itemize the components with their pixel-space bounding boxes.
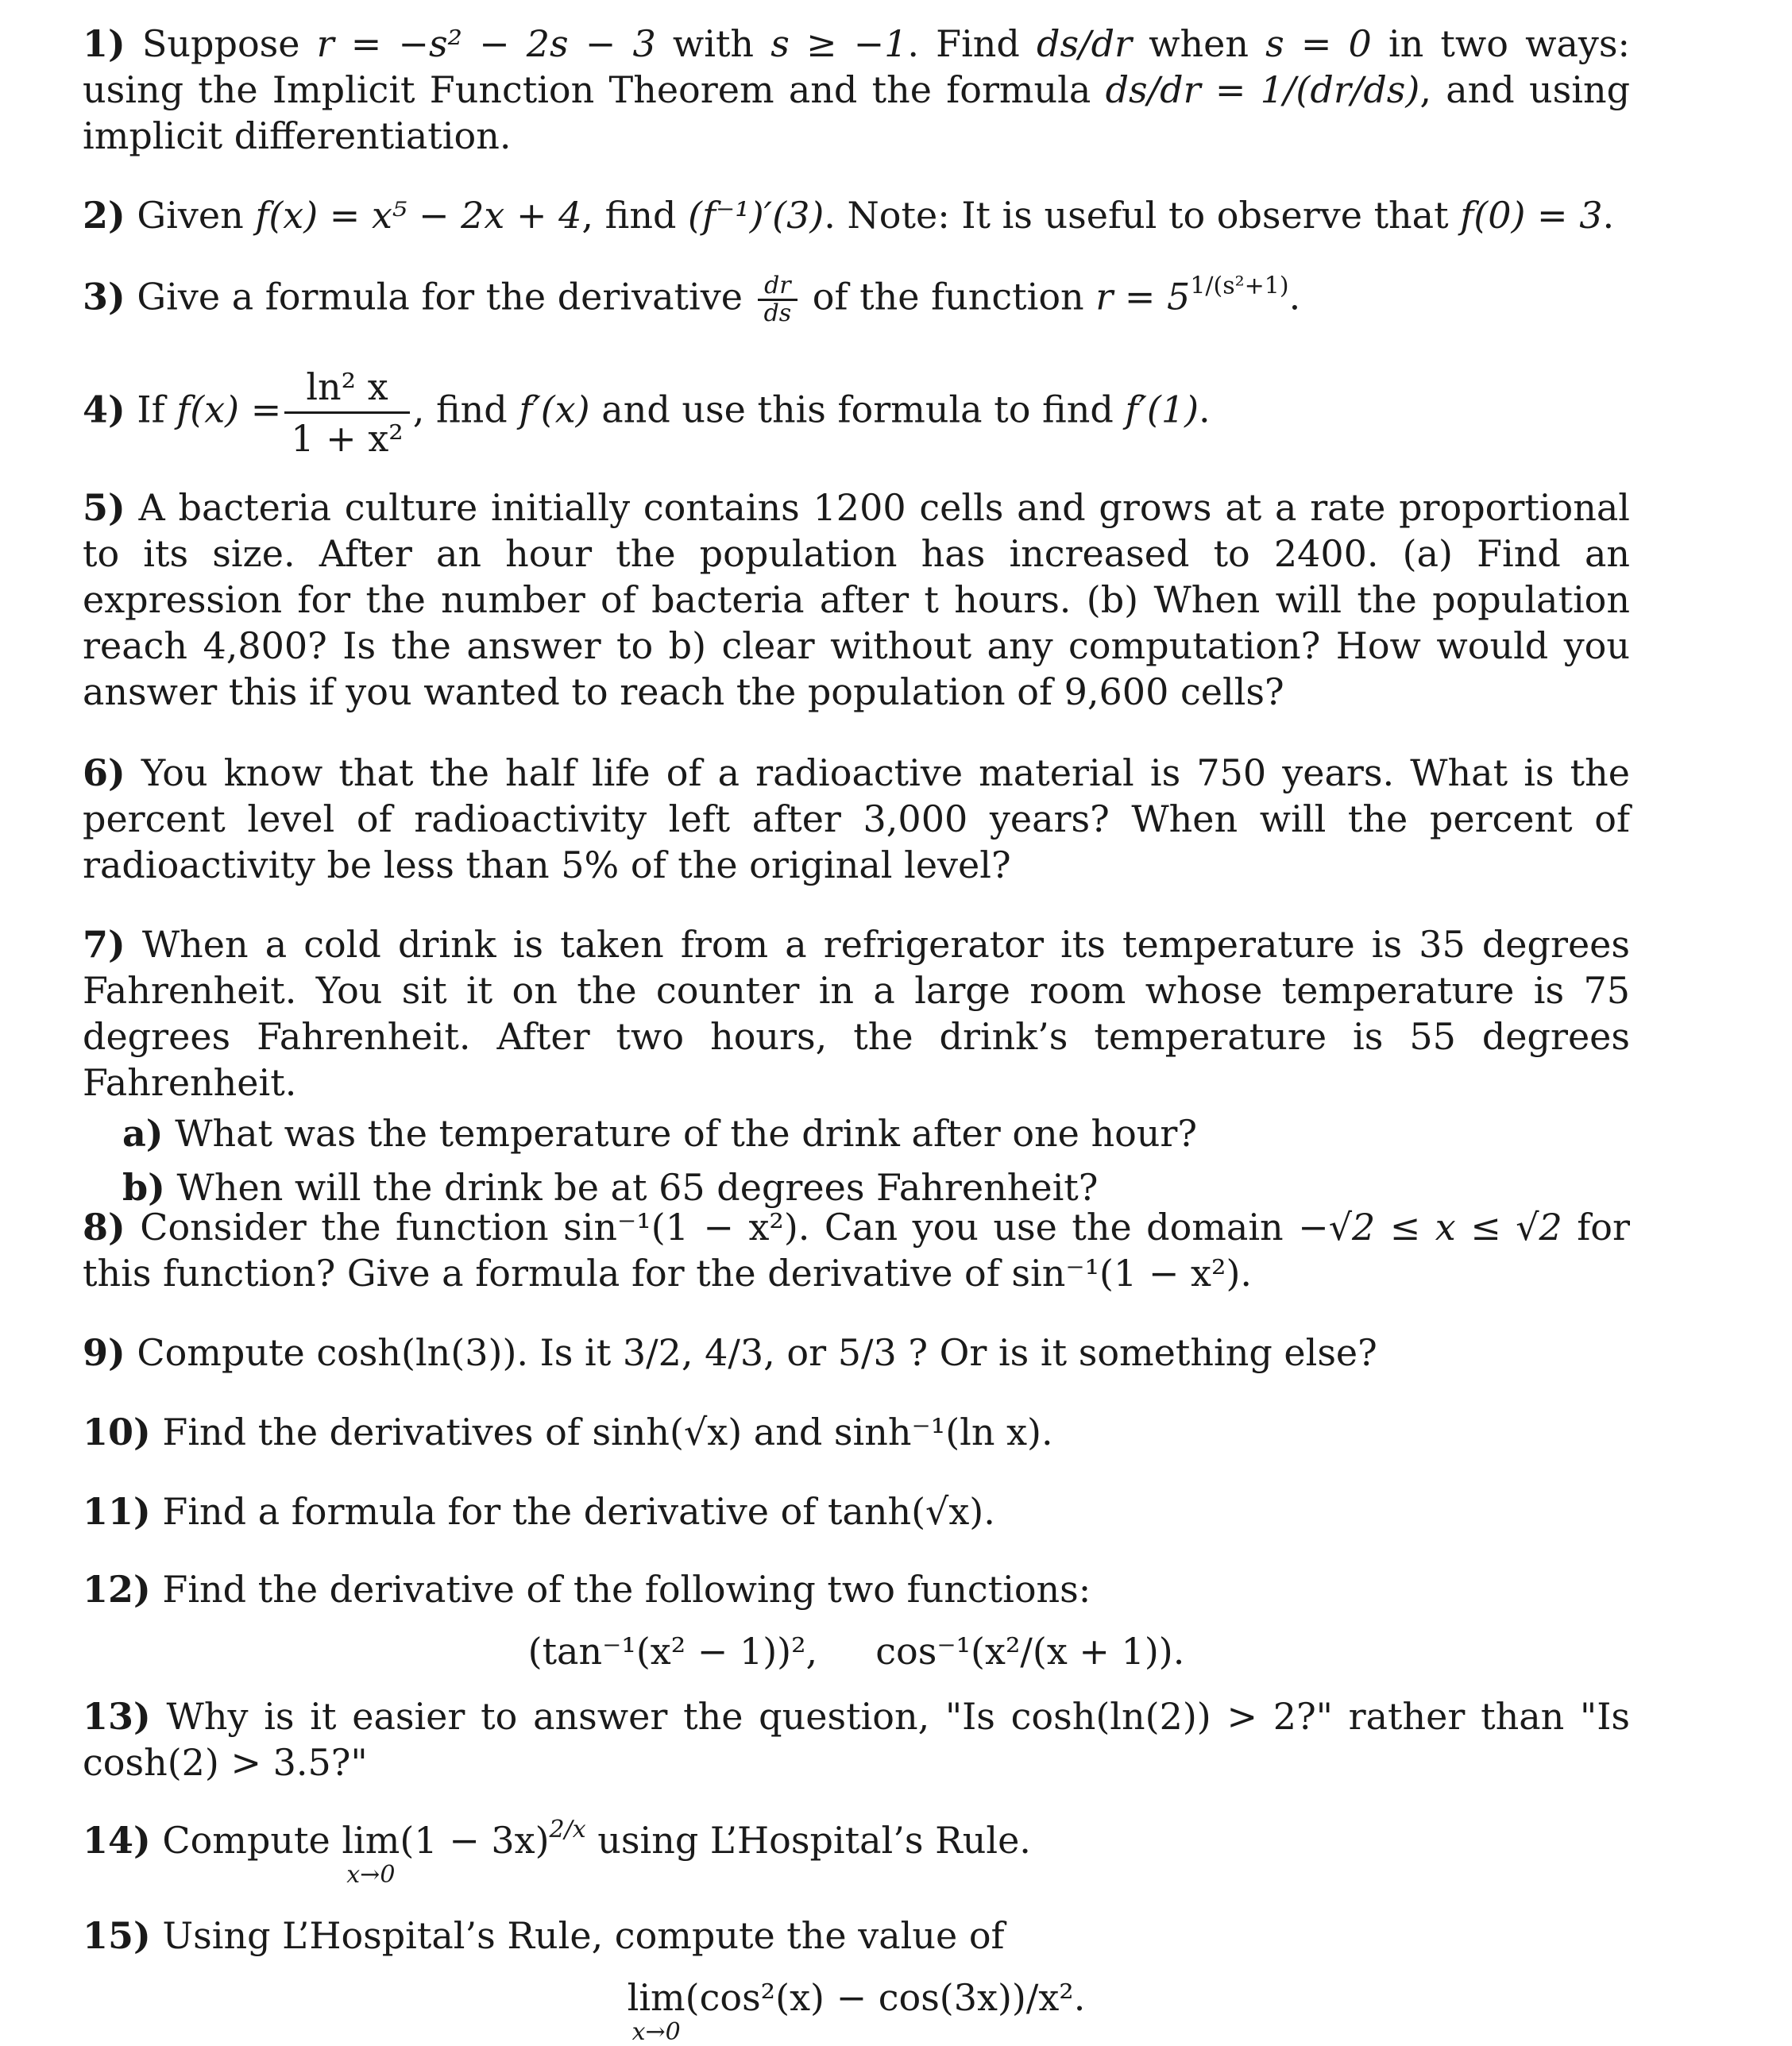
math: sinh(√x) <box>592 1411 743 1453</box>
problem-14: 14) Compute lim x→0 $(1 - 3x)^{2/x}$ using L’Hospital’s Rule. <box>83 1816 1031 1889</box>
math: sin⁻¹(1 − x²) <box>1011 1252 1241 1295</box>
problem-number: 4) <box>83 388 126 431</box>
problem-number: 8) <box>83 1206 126 1249</box>
problem-3: 3) Give a formula for the derivative $\frac{dr}{ds}$ of the function $r = 5^{1/(s^2+1)}$. <box>83 272 1301 327</box>
limit-operator: lim x→0 <box>342 1819 400 1889</box>
problem-15: 15) Using L’Hospital’s Rule, compute the value of lim x→0 (cos²(x) − cos(3x))/x². <box>83 1913 1630 2044</box>
problem-number: 6) <box>83 751 126 794</box>
problem-13: 13) Why is it easier to answer the question, "Is cosh(ln(2)) > 2?" rather than "Is cosh(2) > 3.5?" <box>83 1695 1630 1784</box>
problem-7-part-b: b) When will the drink be at 65 degrees Fahrenheit? <box>122 1166 1099 1209</box>
math: ds/dr <box>1037 22 1133 65</box>
problem-number: 11) <box>83 1490 151 1533</box>
math: −√2 ≤ x ≤ √2 <box>1298 1206 1562 1249</box>
problem-number: 2) <box>83 194 126 237</box>
math: (f⁻¹)′(3) <box>688 194 825 237</box>
function-fraction: $\frac{\text{ln² x}}{\text{1 + x²}}$ <box>284 362 409 463</box>
math: r = 5 <box>1095 275 1191 318</box>
problem-6: 6) You know that the half life of a radioactive material is 750 years. What is the percent level of radioactivity left after 3,000 years? When will the percent of radioactivity be less than 5% of the original level? <box>83 751 1630 886</box>
math: ds/dr = 1/(dr/ds) <box>1105 68 1420 111</box>
problem-number: 7) <box>83 923 126 966</box>
problem-5: 5) A bacteria culture initially contains 1200 cells and grows at a rate proportional to its size. After an hour the population has increased to 2400. (a) Find an expression for the number of bacteria after t hours. (b) When will the population reach 4,800? Is the answer to b) clear without any computation? How would you answer this if you wanted to reach the population of 9,600 cells? <box>83 486 1630 713</box>
problem-number: 13) <box>83 1695 151 1738</box>
derivative-fraction: $\frac{dr}{ds}$ <box>758 273 798 326</box>
math: (1 − 3x) <box>400 1819 550 1862</box>
math: r = −s² − 2s − 3 <box>316 22 656 65</box>
problem-number: 1) <box>83 22 126 65</box>
problem-8: 8) Consider the function sin⁻¹(1 − x²). Can you use the domain −√2 ≤ x ≤ √2 for this function? Give a formula for the derivative of sin⁻¹(1 − x²). <box>83 1206 1630 1295</box>
problem-number: 15) <box>83 1914 151 1957</box>
exponent: 2/x <box>549 1816 586 1843</box>
math: s = 0 <box>1265 22 1372 65</box>
math: (cos²(x) − cos(3x))/x². <box>685 1976 1086 2019</box>
math: s ≥ −1 <box>770 22 908 65</box>
math: sin⁻¹(1 − x²) <box>563 1206 798 1249</box>
problem-11: 11) Find a formula for the derivative of tanh(√x). <box>83 1490 995 1533</box>
math: f′(1) <box>1125 388 1199 431</box>
problem-4: 4) If f(x) = $\frac{\text{ln² x}}{\text{1 + x²}}$ , find f′(x) and use this formula to find f′(1). <box>83 362 1630 463</box>
limit-operator: lim x→0 <box>627 1976 686 2046</box>
problem-2: 2) Given f(x) = x⁵ − 2x + 4, find (f⁻¹)′(3). Note: It is useful to observe that f(0) = 3. <box>83 194 1615 237</box>
math: sinh⁻¹(ln x) <box>833 1411 1042 1453</box>
math: f(x) = x⁵ − 2x + 4 <box>255 194 582 237</box>
problem-number: 3) <box>83 275 126 318</box>
exponent: 1/(s²+1) <box>1190 272 1289 300</box>
problem-12: 12) Find the derivative of the following two functions: (tan⁻¹(x² − 1))², cos⁻¹(x²/(x + 1)). <box>83 1566 1630 1674</box>
problem-number: 9) <box>83 1331 126 1374</box>
math: tanh(√x) <box>827 1490 984 1533</box>
problem-10: 10) Find the derivatives of sinh(√x) and sinh⁻¹(ln x). <box>83 1411 1053 1453</box>
display-equation: (tan⁻¹(x² − 1))², cos⁻¹(x²/(x + 1)). <box>527 1630 1185 1673</box>
problem-number: 5) <box>83 486 126 529</box>
math: f(0) = 3 <box>1460 194 1603 237</box>
problem-1: 1) Suppose r = −s² − 2s − 3 with s ≥ −1. Find ds/dr when s = 0 in two ways: using the Implicit Function Theorem and the formula ds/dr = 1/(dr/ds), and using implicit differentiation. <box>83 22 1631 157</box>
problem-7-part-a: a) What was the temperature of the drink after one hour? <box>122 1112 1198 1155</box>
problem-number: 10) <box>83 1411 151 1453</box>
math: f(x) = <box>176 388 282 431</box>
problem-7: 7) When a cold drink is taken from a refrigerator its temperature is 35 degrees Fahrenheit. You sit it on the counter in a large room whose temperature is 75 degrees Fahrenheit. After two hours, the drink’s temperature is 55 degrees Fahrenheit. a) What was the temperature of the drink after one hour? b) When will the drink be at 65 degrees Fahrenheit? <box>83 923 1630 1209</box>
problem-number: 12) <box>83 1568 151 1611</box>
display-equation <box>83 1975 1630 2044</box>
problem-9: 9) Compute cosh(ln(3)). Is it 3/2, 4/3, or 5/3 ? Or is it something else? <box>83 1331 1377 1374</box>
math: f′(x) <box>519 388 590 431</box>
problem-number: 14) <box>83 1819 151 1862</box>
